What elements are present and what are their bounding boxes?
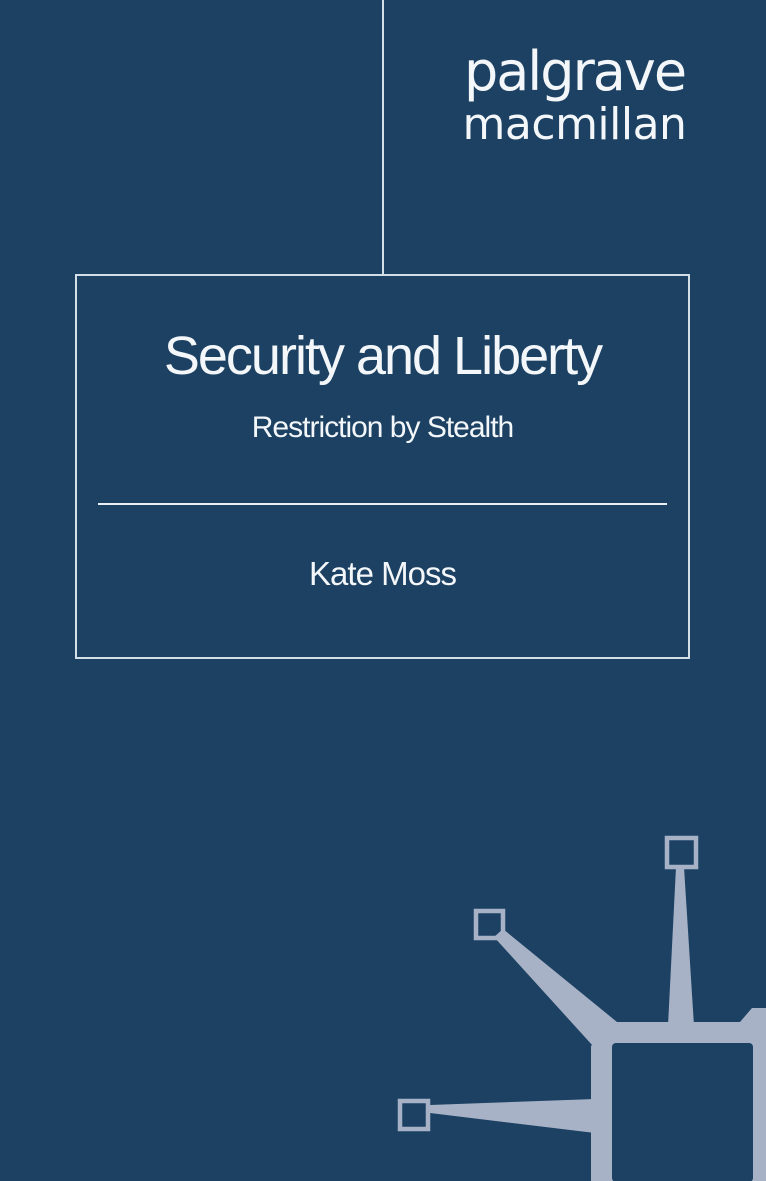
network-spoke-left	[430, 1099, 595, 1133]
network-spoke-top	[668, 867, 694, 1026]
book-title: Security and Liberty	[163, 326, 602, 386]
book-subtitle: Restriction by Stealth	[251, 411, 514, 444]
publisher-logo-line2: macmillan	[462, 99, 687, 150]
network-node-top-icon	[667, 838, 696, 867]
network-node-left-icon	[400, 1101, 428, 1129]
publisher-logo-line1: palgrave	[463, 40, 686, 103]
author-name: Kate Moss	[309, 555, 456, 592]
network-spoke-diagonal	[494, 929, 617, 1046]
hub-inner-square	[612, 1043, 753, 1181]
